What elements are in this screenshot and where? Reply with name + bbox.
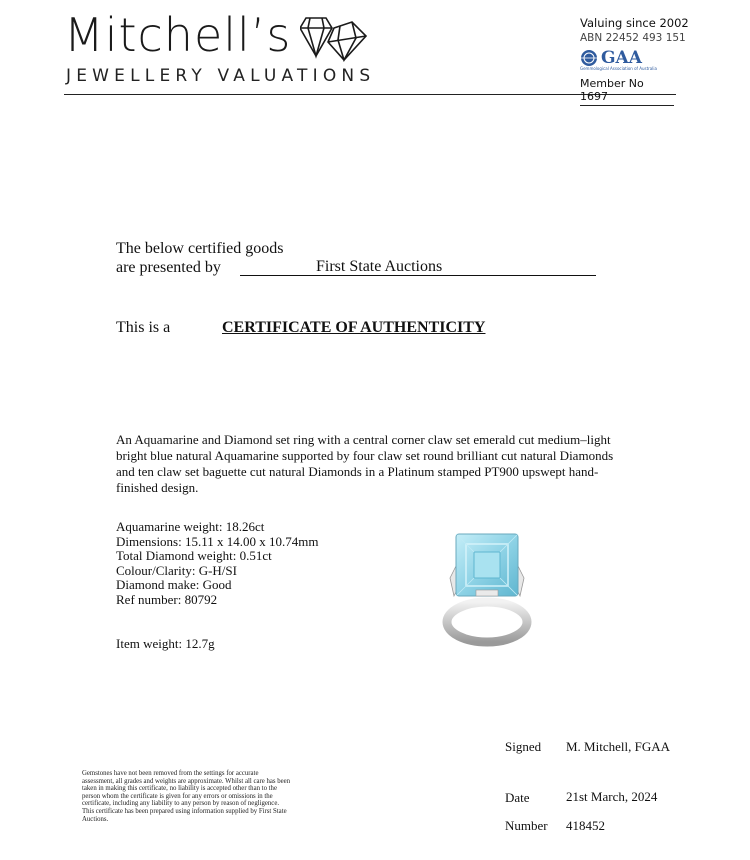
- certificate-prefix: This is a: [116, 319, 171, 336]
- number-value: 418452: [566, 818, 605, 833]
- presenter-underline: [240, 258, 596, 276]
- total-diamond-weight: Total Diamond weight: 0.51ct: [116, 548, 272, 564]
- accreditation-block: [580, 16, 689, 106]
- item-description: An Aquamarine and Diamond set ring with a central corner claw set emerald cut medium–light bright blue natural Aquamarine supported by four claw set round brilliant cut natural Diamonds and ten claw set baguette cut natural Diamonds in a Platinum stamped PT900 upswept hand-finished design.: [116, 432, 614, 495]
- item-weight: Item weight: 12.7g: [116, 636, 215, 651]
- certificate-title: CERTIFICATE OF AUTHENTICITY: [222, 319, 486, 336]
- sub-brand: JEWELLERY VALUATIONS: [66, 66, 376, 86]
- date-label: Date: [505, 790, 530, 805]
- presentation-line-2-prefix: are presented by: [116, 259, 221, 276]
- gaa-label: GAA: [601, 48, 642, 68]
- dimensions: Dimensions: 15.11 x 14.00 x 10.74mm: [116, 533, 319, 549]
- presenter-name: First State Auctions: [316, 258, 443, 275]
- signed-label: Signed: [505, 739, 542, 754]
- date-value: 21st March, 2024: [566, 789, 658, 804]
- presentation-line-1: The below certified goods: [116, 240, 284, 257]
- colour-clarity: Colour/Clarity: G-H/SI: [116, 562, 237, 578]
- ring-photo: [436, 526, 538, 648]
- abn-number: ABN 22452 493 151: [580, 32, 686, 44]
- number-label: Number: [505, 818, 548, 833]
- aquamarine-weight: Aquamarine weight: 18.26ct: [116, 519, 265, 534]
- gaa-logo: [580, 48, 689, 68]
- valuing-since: Valuing since 2002: [580, 16, 689, 30]
- disclaimer-text: Gemstones have not been removed from the settings for accurate assessment, all grades and weights are approximate. Whilst all care has been taken in making this certificate, no liability is accepted other than to the person whom the certificate is given for any errors or omissions in the certificate, including any liability to any person by reason of negligence. This certificate has been prepared using information supplied by First State Auctions.: [82, 770, 291, 823]
- specs-list: [116, 520, 318, 608]
- brand-name: Mitchell’s: [64, 8, 292, 62]
- gaa-globe-icon: [580, 49, 598, 67]
- diamond-logo-icon: [300, 10, 372, 64]
- ref-number: Ref number: 80792: [116, 591, 218, 607]
- member-number: Member No 1697: [580, 77, 674, 106]
- signed-value: M. Mitchell, FGAA: [566, 739, 670, 754]
- diamond-make: Diamond make: Good: [116, 577, 232, 593]
- gaa-tagline: Gemmological Association of Australia: [580, 66, 657, 71]
